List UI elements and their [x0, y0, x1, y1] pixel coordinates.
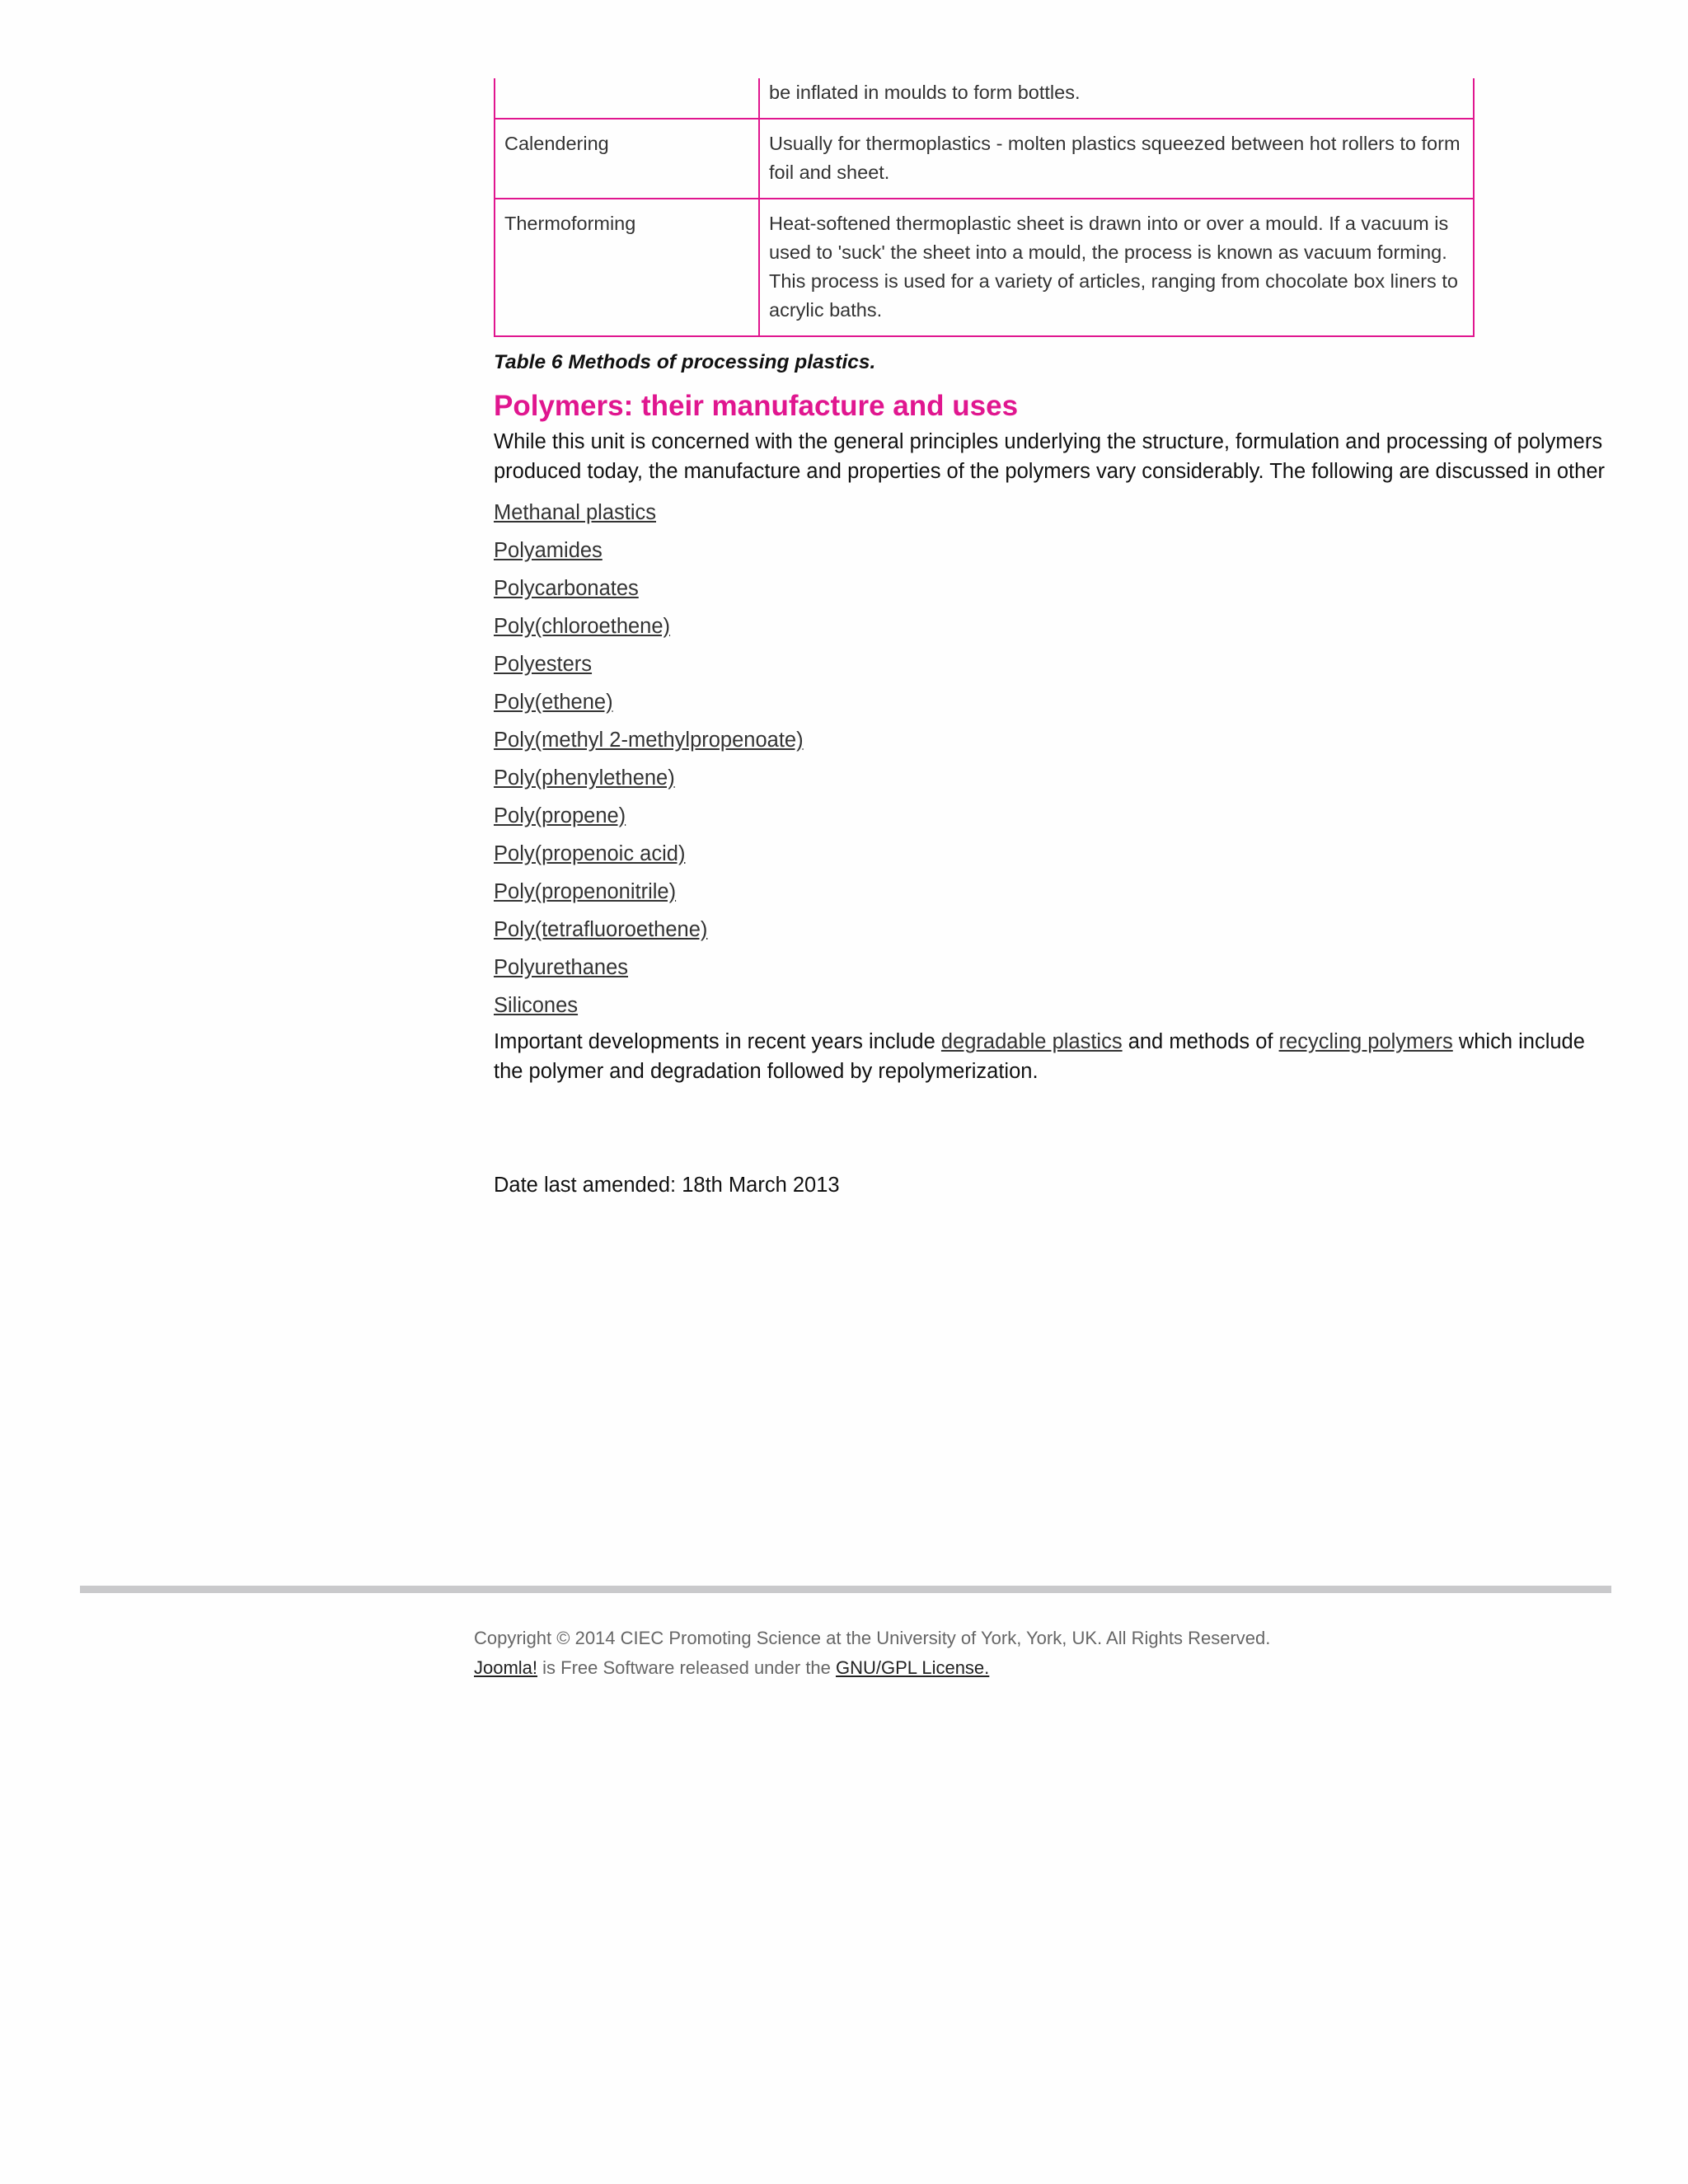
polymer-links-list — [494, 494, 1611, 1024]
date-last-amended: Date last amended: 18th March 2013 — [494, 1174, 840, 1197]
polymer-link-polytetrafluoroethene[interactable]: Poly(tetrafluoroethene) — [494, 918, 708, 941]
license-text: is Free Software released under the — [537, 1657, 837, 1678]
process-description-cell: Usually for thermoplastics - molten plastics squeezed between hot rollers to form foil and sheet. — [759, 119, 1474, 199]
section-heading: Polymers: their manufacture and uses — [494, 390, 1019, 422]
list-item — [494, 569, 1611, 607]
polymer-link-methanal-plastics[interactable]: Methanal plastics — [494, 501, 657, 524]
list-item — [494, 949, 1611, 987]
process-name-cell: Thermoforming — [495, 199, 759, 336]
list-item — [494, 494, 1611, 532]
polymer-link-polypropenonitrile[interactable]: Poly(propenonitrile) — [494, 880, 677, 903]
table-row — [495, 199, 1474, 336]
table-caption: Table 6 Methods of processing plastics. — [494, 351, 876, 373]
list-item — [494, 797, 1611, 835]
polymer-link-polyphenylethene[interactable]: Poly(phenylethene) — [494, 766, 675, 790]
intro-line: produced today, the manufacture and properties of the polymers vary considerably. The following are discussed in other — [494, 460, 1606, 483]
list-item — [494, 835, 1611, 873]
polymer-link-polyurethanes[interactable]: Polyurethanes — [494, 956, 629, 979]
intro-line: While this unit is concerned with the general principles underlying the structure, formulation and processing of polymers — [494, 430, 1603, 453]
table-row — [495, 119, 1474, 199]
list-item — [494, 607, 1611, 645]
degradable-plastics-link[interactable]: degradable plastics — [940, 1030, 1123, 1053]
license-line — [474, 1653, 1270, 1683]
polymer-link-polychloroethene[interactable]: Poly(chloroethene) — [494, 615, 671, 638]
process-name-cell: Calendering — [495, 119, 759, 199]
polymer-link-polypropene[interactable]: Poly(propene) — [494, 804, 626, 827]
developments-text: and methods of — [1122, 1030, 1279, 1053]
page-footer — [474, 1624, 1270, 1683]
polymer-link-polyamides[interactable]: Polyamides — [494, 539, 603, 562]
list-item — [494, 683, 1611, 721]
process-name-cell — [495, 78, 759, 119]
polymer-link-polypropenoic-acid[interactable]: Poly(propenoic acid) — [494, 842, 686, 865]
processing-methods-table — [494, 78, 1475, 337]
polymer-link-polyesters[interactable]: Polyesters — [494, 653, 593, 676]
list-item — [494, 873, 1611, 911]
copyright-text: Copyright © 2014 CIEC Promoting Science at the University of York, York, UK. All Rights Reserved. — [474, 1628, 1271, 1648]
developments-text: Important developments in recent years include — [494, 1030, 941, 1053]
gnu-gpl-license-link[interactable]: GNU/GPL License. — [836, 1657, 990, 1678]
developments-paragraph — [494, 1027, 1611, 1086]
table-row — [495, 78, 1474, 119]
developments-text: the polymer and degradation followed by repolymerization. — [494, 1060, 1039, 1083]
polymer-link-polymethyl-methylpropenoate[interactable]: Poly(methyl 2-methylpropenoate) — [494, 729, 804, 752]
footer-divider — [80, 1586, 1611, 1593]
polymer-link-polycarbonates[interactable]: Polycarbonates — [494, 577, 639, 600]
list-item — [494, 911, 1611, 949]
list-item — [494, 987, 1611, 1024]
intro-paragraph — [494, 427, 1611, 486]
main-content — [494, 78, 1611, 1200]
list-item — [494, 532, 1611, 569]
list-item — [494, 721, 1611, 759]
list-item — [494, 645, 1611, 683]
process-description-cell: Heat-softened thermoplastic sheet is drawn into or over a mould. If a vacuum is used to 'suck' the sheet into a mould, the process is known as vacuum forming. This process is used for a variety of articles, ranging from chocolate box liners to acrylic baths. — [759, 199, 1474, 336]
joomla-link[interactable]: Joomla! — [474, 1657, 538, 1678]
developments-text: which include — [1452, 1030, 1585, 1053]
polymer-link-polyethene[interactable]: Poly(ethene) — [494, 691, 613, 714]
polymer-link-silicones[interactable]: Silicones — [494, 994, 579, 1017]
list-item — [494, 759, 1611, 797]
recycling-polymers-link[interactable]: recycling polymers — [1278, 1030, 1453, 1053]
process-description-cell: be inflated in moulds to form bottles. — [759, 78, 1474, 119]
